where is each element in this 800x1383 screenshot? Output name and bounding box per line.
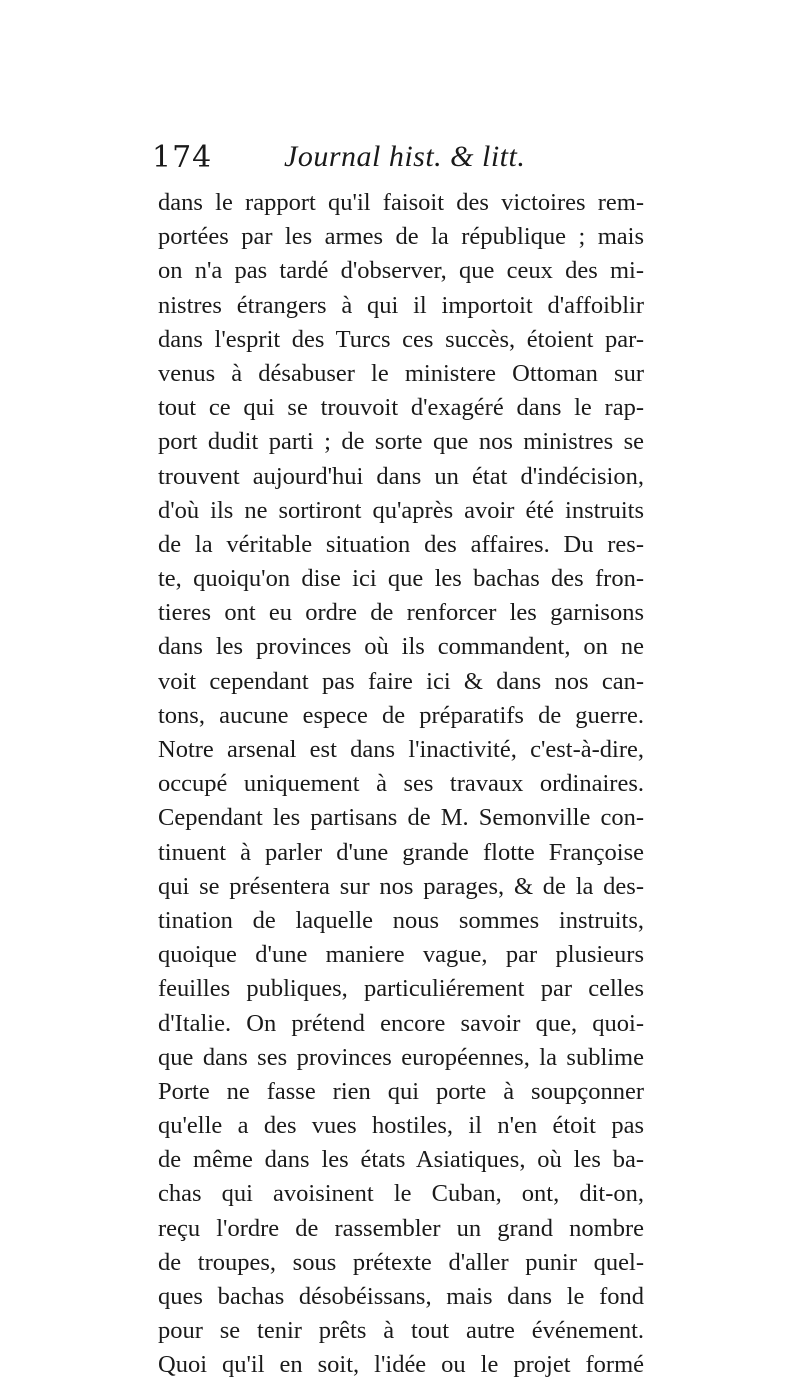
text-line: Porte ne fasse rien qui porte à soupçonner [158,1077,644,1105]
text-line: tination de laquelle nous sommes instruits, [158,906,644,934]
text-line: Cependant les partisans de M. Semonville con- [158,804,644,832]
text-line: te, quoiqu'on dise ici que les bachas des fron- [158,565,644,593]
text-line: de même dans les états Asiatiques, où les ba- [158,1146,644,1174]
text-line: dans l'esprit des Turcs ces succès, étoient par- [158,325,644,353]
page-number: 174 [152,140,213,175]
text-line: d'où ils ne sortiront qu'après avoir été instruits [158,496,644,524]
text-line: tinuent à parler d'une grande flotte Françoise [158,838,644,866]
text-line: Notre arsenal est dans l'inactivité, c'est-à-dire, [158,736,644,763]
text-line: feuilles publiques, particuliérement par celles [158,975,644,1003]
text-line: Quoi qu'il en soit, l'idée ou le projet formé [158,1351,644,1379]
text-line: trouvent aujourd'hui dans un état d'indécision, [158,462,644,490]
text-line: voit cependant pas faire ici & dans nos can- [158,667,644,695]
text-line: pour se tenir prêts à tout autre événement. [158,1317,644,1345]
text-line: tons, aucune espece de préparatifs de guerre. [158,701,644,729]
text-line: que dans ses provinces européennes, la sublime [158,1043,644,1071]
running-head [152,140,652,184]
text-line: on n'a pas tardé d'observer, que ceux des mi- [158,257,644,285]
body-text [158,186,644,1383]
text-line: de la véritable situation des affaires. Du res- [158,530,644,558]
text-line: dans les provinces où ils commandent, on ne [158,633,644,661]
text-line: qu'elle a des vues hostiles, il n'en étoit pas [158,1112,644,1140]
text-line: ques bachas désobéissans, mais dans le fond [158,1283,644,1310]
text-line: de troupes, sous prétexte d'aller punir quel- [158,1248,644,1276]
text-line: tieres ont eu ordre de renforcer les garnisons [158,599,644,627]
text-line: nistres étrangers à qui il importoit d'affoiblir [158,291,644,319]
text-line: port dudit parti ; de sorte que nos ministres se [158,428,644,456]
running-title: Journal hist. & litt. [284,140,526,173]
text-line: occupé uniquement à ses travaux ordinaires. [158,770,644,798]
text-line: tout ce qui se trouvoit d'exagéré dans le rap- [158,394,644,422]
text-line: dans le rapport qu'il faisoit des victoires rem- [158,189,644,216]
text-line: chas qui avoisinent le Cuban, ont, dit-on, [158,1180,644,1208]
text-line: portées par les armes de la république ; mais [158,223,644,251]
text-line: qui se présentera sur nos parages, & de la des- [158,872,644,900]
text-line: reçu l'ordre de rassembler un grand nombre [158,1214,644,1242]
text-line: quoique d'une maniere vague, par plusieurs [158,941,644,969]
text-line: venus à désabuser le ministere Ottoman sur [158,359,644,387]
text-line: d'Italie. On prétend encore savoir que, quoi- [158,1009,644,1037]
